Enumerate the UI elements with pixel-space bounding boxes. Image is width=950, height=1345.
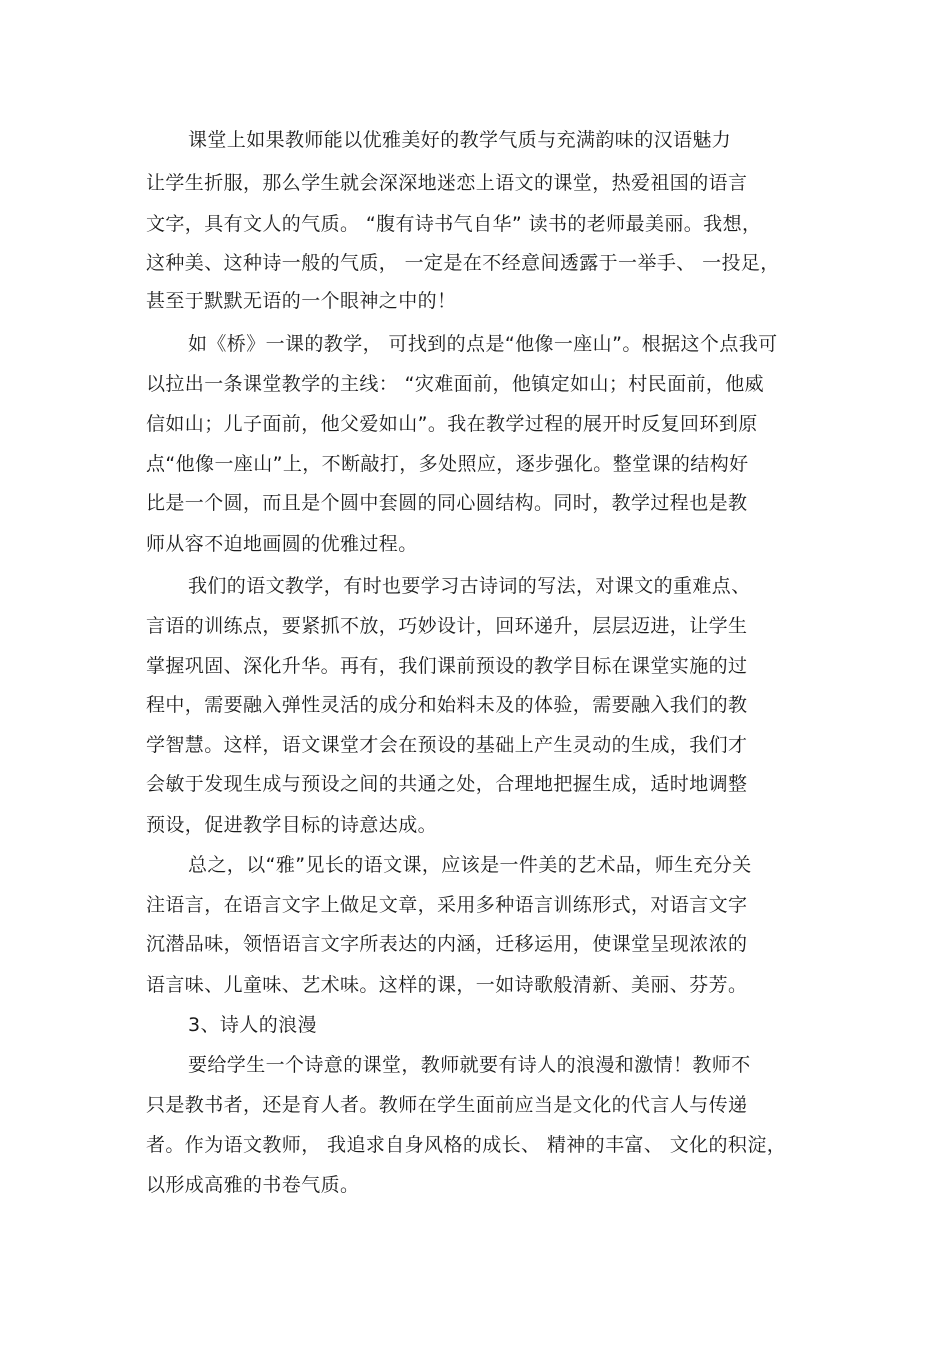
text-line: 比是一个圆，而且是个圆中套圆的同心圆结构。同时，教学过程也是教 [146,492,748,514]
text-line: 程中，需要融入弹性灵活的成分和始料未及的体验，需要融入我们的教 [146,694,748,716]
text-line: 要给学生一个诗意的课堂，教师就要有诗人的浪漫和激情！教师不 [188,1054,751,1076]
text-line: 言语的训练点，要紧抓不放，巧妙设计，回环递升，层层迈进，让学生 [146,615,748,637]
text-line: 掌握巩固、深化升华。再有，我们课前预设的教学目标在课堂实施的过 [146,655,748,677]
text-line: 会敏于发现生成与预设之间的共通之处，合理地把握生成，适时地调整 [146,773,748,795]
text-line: 以形成高雅的书卷气质。 [146,1174,360,1196]
section-heading: 3、诗人的浪漫 [188,1014,317,1036]
text-line: 学智慧。这样，语文课堂才会在预设的基础上产生灵动的生成，我们才 [146,734,748,756]
text-line: 预设，促进教学目标的诗意达成。 [146,814,438,836]
text-line: 课堂上如果教师能以优雅美好的教学气质与充满韵味的汉语魅力 [188,129,732,151]
text-line: 师从容不迫地画圆的优雅过程。 [146,533,418,555]
text-line: 甚至于默默无语的一个眼神之中的！ [146,290,457,312]
text-line: 沉潜品味，领悟语言文字所表达的内涵，迁移运用，使课堂呈现浓浓的 [146,933,748,955]
text-line: 信如山；儿子面前，他父爱如山”。我在教学过程的展开时反复回环到原 [146,413,758,435]
text-line: 总之，以“雅”见长的语文课，应该是一件美的艺术品，师生充分关 [188,854,752,876]
text-line: 点“他像一座山”上，不断敲打，多处照应，逐步强化。整堂课的结构好 [146,453,749,475]
text-line: 语言味、儿童味、艺术味。这样的课，一如诗歌般清新、美丽、芬芳。 [146,974,748,996]
text-line: 注语言，在语言文字上做足文章，采用多种语言训练形式，对语言文字 [146,894,748,916]
text-line: 我们的语文教学，有时也要学习古诗词的写法，对课文的重难点、 [188,575,751,597]
text-line: 如《桥》一课的教学， 可找到的点是“他像一座山”。根据这个点我可 [188,333,778,355]
text-line: 这种美、这种诗一般的气质， 一定是在不经意间透露于一举手、 一投足， [146,252,780,274]
text-line: 文字，具有文人的气质。 “腹有诗书气自华” 读书的老师最美丽。我想， [146,213,762,235]
text-line: 者。作为语文教师， 我追求自身风格的成长、 精神的丰富、 文化的积淀， [146,1134,787,1156]
text-line: 以拉出一条课堂教学的主线： “灾难面前，他镇定如山；村民面前，他威 [146,373,765,395]
text-line: 只是教书者，还是育人者。教师在学生面前应当是文化的代言人与传递 [146,1094,748,1116]
text-line: 让学生折服，那么学生就会深深地迷恋上语文的课堂，热爱祖国的语言 [146,172,748,194]
